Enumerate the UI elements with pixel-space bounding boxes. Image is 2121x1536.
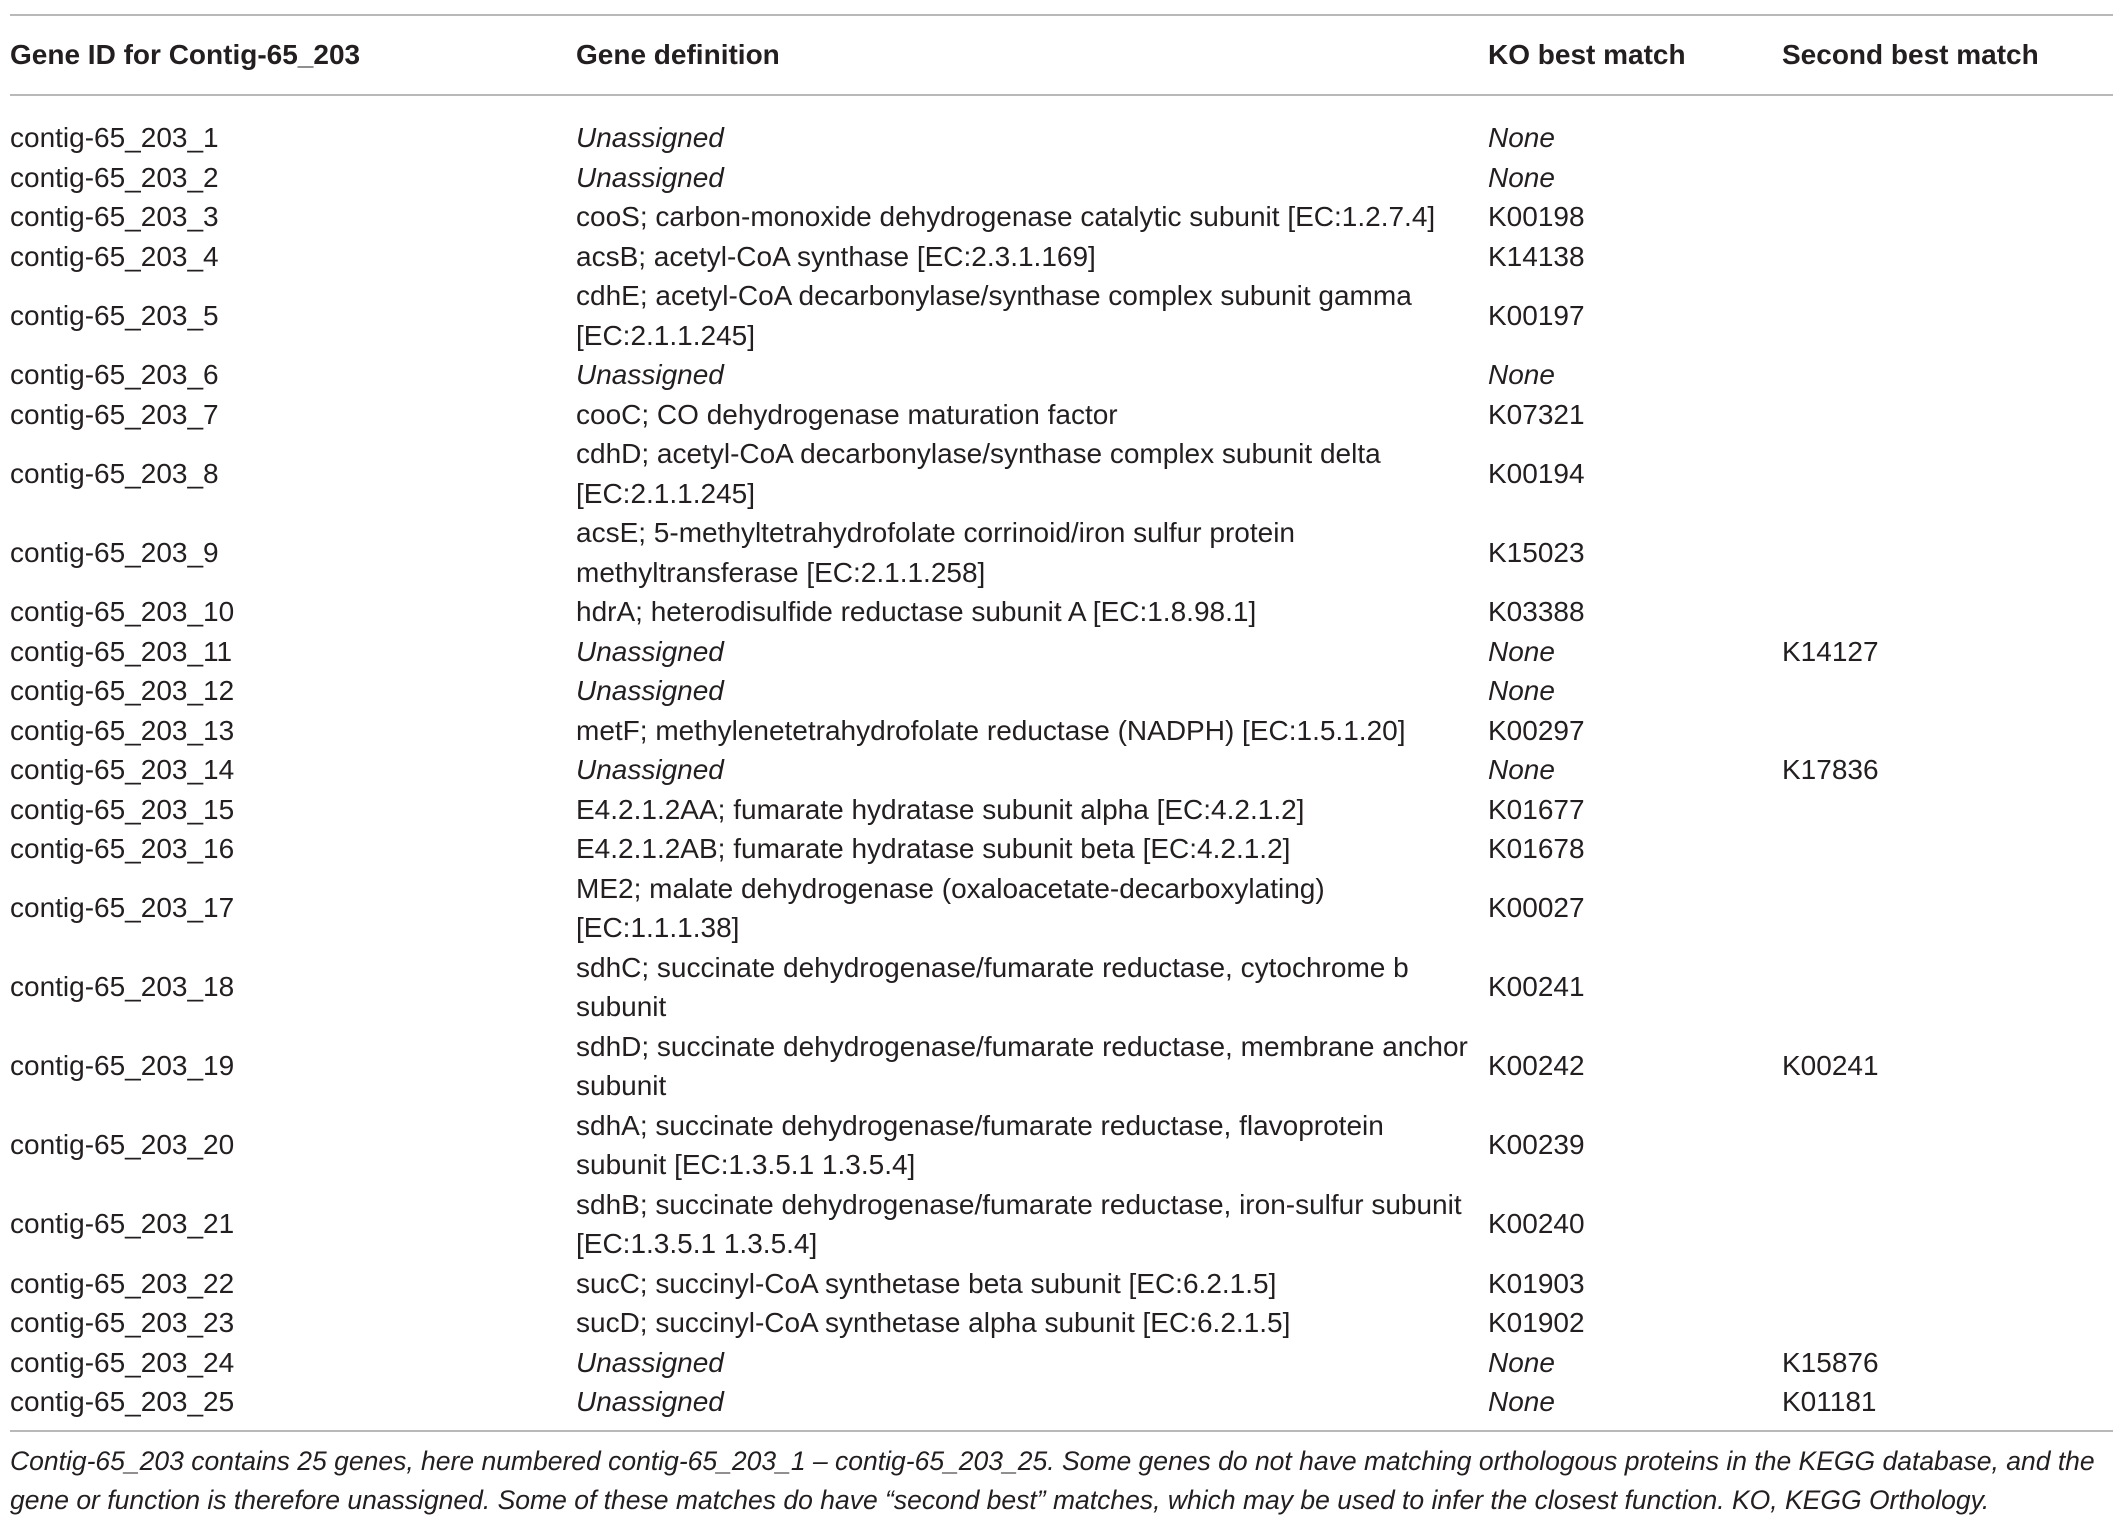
table-row <box>10 869 2113 948</box>
cell-ko-best-match: K01903 <box>1488 1267 1585 1299</box>
cell-gene-definition: ME2; malate dehydrogenase (oxaloacetate-decarboxylating) [EC:1.1.1.38] <box>576 872 1325 943</box>
cell-gene-id: contig-65_203_12 <box>10 675 235 706</box>
cell-second-best-match <box>1782 711 2113 751</box>
cell-ko-best-match: None <box>1488 635 1555 667</box>
cell-ko-best-match: K00240 <box>1488 1208 1585 1240</box>
cell-gene-id: contig-65_203_10 <box>10 596 235 627</box>
cell-gene-id: contig-65_203_3 <box>10 201 219 232</box>
table-row <box>10 434 2113 513</box>
cell-gene-definition: cdhD; acetyl-CoA decarbonylase/synthase complex subunit delta [EC:2.1.1.245] <box>576 438 1381 509</box>
cell-second-best-match <box>1782 95 2113 158</box>
cell-gene-id: contig-65_203_25 <box>10 1386 235 1417</box>
cell-second-best-match <box>1782 1106 2113 1185</box>
cell-gene-definition: sdhB; succinate dehydrogenase/fumarate reductase, iron-sulfur subunit [EC:1.3.5.1 1.3.5.4] <box>576 1188 1462 1259</box>
cell-second-best-match <box>1782 829 2113 869</box>
cell-gene-definition: E4.2.1.2AB; fumarate hydratase subunit beta [EC:4.2.1.2] <box>576 833 1291 864</box>
table-row <box>10 276 2113 355</box>
cell-second-best-match <box>1782 197 2113 237</box>
cell-gene-id: contig-65_203_18 <box>10 971 235 1003</box>
table-row <box>10 1343 2113 1383</box>
table-row <box>10 1185 2113 1264</box>
cell-gene-definition: sdhD; succinate dehydrogenase/fumarate reductase, membrane anchor subunit <box>576 1030 1468 1101</box>
cell-gene-definition: sucC; succinyl-CoA synthetase beta subunit [EC:6.2.1.5] <box>576 1267 1277 1299</box>
cell-gene-definition: Unassigned <box>576 1346 724 1378</box>
header-gene-id: Gene ID for Contig-65_203 <box>10 39 361 71</box>
header-gene-definition: Gene definition <box>576 39 780 71</box>
cell-gene-definition: cdhE; acetyl-CoA decarbonylase/synthase complex subunit gamma [EC:2.1.1.245] <box>576 280 1412 351</box>
cell-gene-definition: cooC; CO dehydrogenase maturation factor <box>576 398 1118 430</box>
cell-second-best-match <box>1782 1185 2113 1264</box>
table-row <box>10 355 2113 395</box>
table-row <box>10 592 2113 632</box>
table-row <box>10 790 2113 830</box>
cell-second-best-match <box>1782 1303 2113 1343</box>
cell-second-best-match <box>1782 592 2113 632</box>
cell-gene-id: contig-65_203_1 <box>10 122 219 153</box>
cell-second-best-match <box>1782 671 2113 711</box>
cell-second-best-match <box>1782 237 2113 277</box>
table-row <box>10 1264 2113 1304</box>
cell-gene-definition: sdhC; succinate dehydrogenase/fumarate reductase, cytochrome b subunit <box>576 951 1409 1022</box>
cell-ko-best-match: None <box>1488 675 1555 706</box>
cell-gene-id: contig-65_203_8 <box>10 457 219 489</box>
table-row <box>10 1382 2113 1430</box>
cell-gene-definition: metF; methylenetetrahydrofolate reductase (NADPH) [EC:1.5.1.20] <box>576 714 1406 746</box>
cell-gene-definition: Unassigned <box>576 359 724 390</box>
cell-gene-definition: Unassigned <box>576 675 724 706</box>
cell-ko-best-match: K15023 <box>1488 536 1585 568</box>
cell-gene-id: contig-65_203_4 <box>10 240 219 272</box>
gene-table <box>10 14 2113 1430</box>
cell-gene-definition: sdhA; succinate dehydrogenase/fumarate reductase, flavoprotein subunit [EC:1.3.5.1 1.3.5.4] <box>576 1109 1384 1180</box>
cell-second-best-match: K17836 <box>1782 754 1879 785</box>
cell-ko-best-match: K00297 <box>1488 714 1585 746</box>
cell-gene-definition: Unassigned <box>576 122 724 153</box>
cell-gene-id: contig-65_203_19 <box>10 1050 235 1082</box>
table-row <box>10 197 2113 237</box>
cell-ko-best-match: K03388 <box>1488 596 1585 627</box>
cell-gene-id: contig-65_203_2 <box>10 161 219 193</box>
cell-ko-best-match: K00241 <box>1488 971 1585 1003</box>
cell-gene-id: contig-65_203_21 <box>10 1208 235 1240</box>
table-row <box>10 1106 2113 1185</box>
cell-gene-definition: Unassigned <box>576 161 724 193</box>
table-row <box>10 750 2113 790</box>
cell-gene-id: contig-65_203_17 <box>10 892 235 924</box>
table-row <box>10 237 2113 277</box>
header-ko-best-match: KO best match <box>1488 39 1686 71</box>
cell-gene-definition: sucD; succinyl-CoA synthetase alpha subunit [EC:6.2.1.5] <box>576 1307 1291 1338</box>
cell-second-best-match <box>1782 869 2113 948</box>
cell-second-best-match <box>1782 276 2113 355</box>
cell-gene-id: contig-65_203_24 <box>10 1346 235 1378</box>
header-row <box>10 15 2113 95</box>
cell-gene-id: contig-65_203_22 <box>10 1267 235 1299</box>
cell-ko-best-match: None <box>1488 1346 1555 1378</box>
table-row <box>10 513 2113 592</box>
cell-ko-best-match: K01678 <box>1488 833 1585 864</box>
cell-second-best-match <box>1782 355 2113 395</box>
cell-gene-id: contig-65_203_15 <box>10 793 235 825</box>
cell-gene-id: contig-65_203_14 <box>10 754 235 785</box>
cell-second-best-match: K15876 <box>1782 1346 1879 1378</box>
table-row <box>10 395 2113 435</box>
cell-ko-best-match: K14138 <box>1488 240 1585 272</box>
cell-ko-best-match: K01677 <box>1488 793 1585 825</box>
cell-gene-definition: acsE; 5-methyltetrahydrofolate corrinoid/iron sulfur protein methyltransferase [EC:2.1.1.258] <box>576 517 1296 588</box>
cell-gene-id: contig-65_203_5 <box>10 299 219 331</box>
cell-ko-best-match: K07321 <box>1488 398 1585 430</box>
cell-ko-best-match: None <box>1488 161 1555 193</box>
table-row <box>10 829 2113 869</box>
cell-gene-definition: E4.2.1.2AA; fumarate hydratase subunit alpha [EC:4.2.1.2] <box>576 793 1305 825</box>
cell-ko-best-match: None <box>1488 122 1555 153</box>
cell-second-best-match <box>1782 790 2113 830</box>
cell-gene-definition: Unassigned <box>576 1386 724 1417</box>
table-row <box>10 711 2113 751</box>
cell-ko-best-match: K00198 <box>1488 201 1585 232</box>
cell-gene-id: contig-65_203_11 <box>10 635 233 667</box>
cell-second-best-match <box>1782 395 2113 435</box>
cell-ko-best-match: K01902 <box>1488 1307 1585 1338</box>
cell-ko-best-match: K00239 <box>1488 1129 1585 1161</box>
cell-ko-best-match: None <box>1488 1386 1555 1417</box>
cell-ko-best-match: None <box>1488 754 1555 785</box>
cell-gene-id: contig-65_203_16 <box>10 833 235 864</box>
cell-second-best-match <box>1782 1264 2113 1304</box>
cell-second-best-match <box>1782 948 2113 1027</box>
cell-gene-id: contig-65_203_9 <box>10 536 219 568</box>
header-second-best-match: Second best match <box>1782 39 2039 71</box>
cell-second-best-match <box>1782 158 2113 198</box>
cell-gene-definition: Unassigned <box>576 635 724 667</box>
cell-ko-best-match: K00197 <box>1488 299 1585 331</box>
cell-second-best-match <box>1782 513 2113 592</box>
cell-ko-best-match: K00027 <box>1488 892 1585 924</box>
table-body <box>10 95 2113 1430</box>
table-row <box>10 948 2113 1027</box>
cell-gene-definition: acsB; acetyl-CoA synthase [EC:2.3.1.169] <box>576 240 1096 272</box>
table-row <box>10 671 2113 711</box>
table-row <box>10 158 2113 198</box>
table-row <box>10 632 2113 672</box>
table-row <box>10 95 2113 158</box>
cell-ko-best-match: None <box>1488 359 1555 390</box>
cell-gene-definition: hdrA; heterodisulfide reductase subunit A [EC:1.8.98.1] <box>576 596 1257 627</box>
cell-gene-id: contig-65_203_7 <box>10 398 219 430</box>
table-footnote: Contig-65_203 contains 25 genes, here numbered contig-65_203_1 – contig-65_203_25. Some genes do not have matching orthologous proteins in the KEGG database, and the gene or function is therefore unassigned. Some of these matches do have “second best” matches, which may be used to infer the closest function. KO, KEGG Orthology. <box>10 1445 2095 1515</box>
cell-gene-id: contig-65_203_20 <box>10 1129 235 1161</box>
cell-gene-definition: Unassigned <box>576 754 724 785</box>
cell-gene-id: contig-65_203_6 <box>10 359 219 390</box>
table-container <box>10 14 2113 1520</box>
cell-second-best-match: K00241 <box>1782 1050 1879 1082</box>
cell-ko-best-match: K00242 <box>1488 1050 1585 1082</box>
cell-ko-best-match: K00194 <box>1488 457 1585 489</box>
cell-gene-id: contig-65_203_23 <box>10 1307 235 1338</box>
table-row <box>10 1303 2113 1343</box>
footer-rule <box>10 1430 2113 1432</box>
cell-gene-definition: cooS; carbon-monoxide dehydrogenase catalytic subunit [EC:1.2.7.4] <box>576 201 1436 232</box>
cell-second-best-match: K01181 <box>1782 1386 1877 1417</box>
table-row <box>10 1027 2113 1106</box>
cell-second-best-match: K14127 <box>1782 635 1879 667</box>
cell-gene-id: contig-65_203_13 <box>10 714 235 746</box>
cell-second-best-match <box>1782 434 2113 513</box>
